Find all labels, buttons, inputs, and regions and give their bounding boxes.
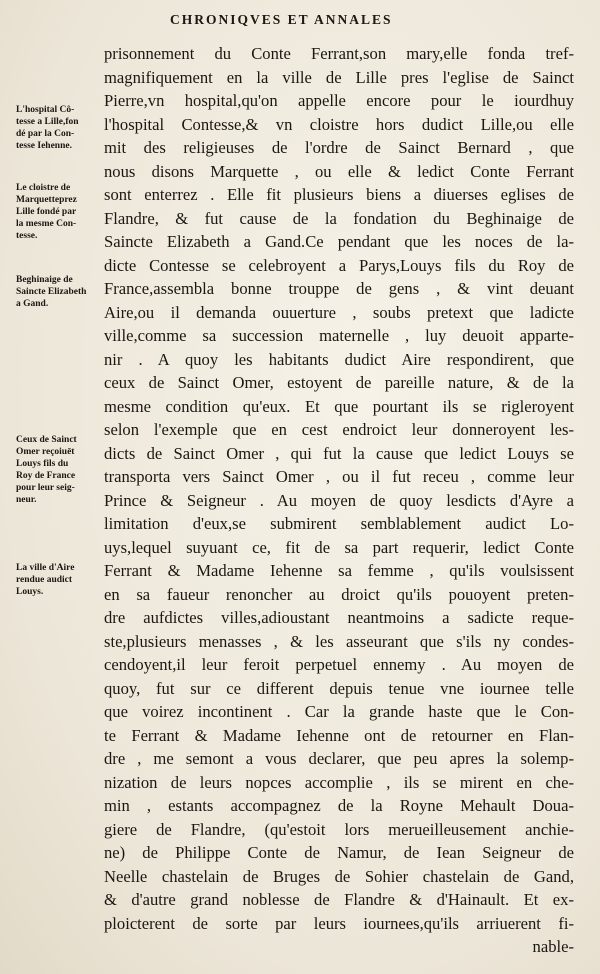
body-line: Prince & Seigneur . Au moyen de quoy lesdicts d'Ayre a bbox=[104, 490, 574, 510]
margin-note bbox=[16, 274, 96, 310]
body-line: limitation d'eux,se submirent semblablement audict Lo- bbox=[104, 514, 574, 533]
body-line: que voirez incontinent . Car la grande haste que le Con- bbox=[104, 702, 574, 721]
body-line: dre aufdictes villes,adioustant neantmoins a sadicte reque- bbox=[104, 608, 574, 627]
margin-note-line: pour leur seig- bbox=[16, 483, 75, 493]
body-line: ville,comme sa succession maternelle , luy deuoit apparte- bbox=[104, 326, 574, 345]
margin-note-line: tesse. bbox=[16, 231, 38, 241]
margin-note-line: la mesme Con- bbox=[16, 219, 77, 229]
margin-note-line: Lille fondé par bbox=[16, 207, 77, 217]
margin-note-line: Ceux de Sainct bbox=[16, 435, 77, 445]
body-line: quoy, fut sur ce different depuis tenue vne iournee telle bbox=[104, 678, 574, 698]
margin-note bbox=[16, 562, 96, 598]
body-line: mesme condition qu'eux. Et que pourtant ils se rigleroyent bbox=[104, 396, 574, 416]
margin-note-line: Marquetteprez bbox=[16, 195, 77, 205]
body-line: Flandre, & fut cause de la fondation du Beghinaige de bbox=[104, 208, 574, 228]
margin-note-line: tesse Iehenne. bbox=[16, 141, 72, 151]
body-line: nir . A quoy les habitants dudict Aire respondirent, que bbox=[104, 349, 574, 369]
body-line: dicts de Sainct Omer , qui fut la cause que ledict Louys se bbox=[104, 443, 574, 463]
body-line: prisonnement du Conte Ferrant,son mary,elle fonda tref- bbox=[104, 44, 574, 63]
body-line: cendoyent,il leur feroit perpetuel ennemy . Au moyen de bbox=[104, 655, 574, 674]
body-line: dicte Contesse se celebroyent a Parys,Louys fils du Roy de bbox=[104, 255, 574, 275]
running-head: CHRONIQVES ET ANNALES bbox=[170, 12, 393, 27]
body-line: magnifiquement en la ville de Lille pres l'eglise de Sainct bbox=[104, 67, 574, 87]
body-line: sont enterrez . Elle fit plusieurs biens a diuerses eglises de bbox=[104, 185, 574, 204]
body-line: l'hospital Contesse,& vn cloistre hors dudict Lille,ou elle bbox=[104, 114, 574, 134]
body-line: nous disons Marquette , ou elle & ledict Conte Ferrant bbox=[104, 161, 574, 181]
body-line: Pierre,vn hospital,qu'on appelle encore pour le iourdhuy bbox=[104, 91, 574, 110]
body-line: selon l'exemple que en cest endroict leur donneroyent les- bbox=[104, 420, 574, 439]
body-line: dre , me semont a vous declarer, que peu apres la solemp- bbox=[104, 749, 574, 768]
body-line: uys,lequel suyuant ce, fit de sa part requerir, ledict Conte bbox=[104, 537, 574, 557]
body-line: nization de leurs nopces accomplie , ils se mirent en che- bbox=[104, 772, 574, 792]
body-line: Neelle chastelain de Bruges de Sohier chastelain de Gand, bbox=[104, 866, 574, 886]
body-line: ne) de Philippe Conte de Namur, de Iean Seigneur de bbox=[104, 843, 574, 862]
margin-note-line: dé par la Con- bbox=[16, 129, 75, 139]
body-text bbox=[104, 42, 574, 959]
body-line: nable- bbox=[532, 937, 574, 956]
margin-note-line: Le cloistre de bbox=[16, 183, 71, 193]
margin-note-line: La ville d'Aire bbox=[16, 563, 75, 573]
margin-note-line: L'hospital Cô- bbox=[16, 105, 75, 115]
body-line: min , estants accompagnez de la Royne Mehault Doua- bbox=[104, 796, 574, 815]
margin-note-line: Saincte Elizabeth bbox=[16, 287, 87, 297]
margin-note bbox=[16, 182, 96, 242]
margin-note-line: Roy de France bbox=[16, 471, 76, 481]
margin-note-line: tesse a Lille,fon bbox=[16, 117, 79, 127]
body-line: Saincte Elizabeth a Gand.Ce pendant que les noces de la- bbox=[104, 232, 574, 251]
body-line: giere de Flandre, (qu'estoit lors merueilleusement anchie- bbox=[104, 819, 574, 839]
margin-note-line: Louys fils du bbox=[16, 459, 69, 469]
body-line: Ferrant & Madame Iehenne sa femme , qu'ils voulsissent bbox=[104, 561, 574, 580]
body-line: ploicterent de sorte par leurs iournees,qu'ils arriuerent fi- bbox=[104, 913, 574, 933]
body-line: France,assembla bonne trouppe de gens , & vint deuant bbox=[104, 279, 574, 298]
body-line: ceux de Sainct Omer, estoyent de pareille nature, & de la bbox=[104, 373, 574, 392]
margin-note bbox=[16, 434, 96, 506]
margin-note-line: a Gand. bbox=[16, 299, 49, 309]
margin-note bbox=[16, 104, 96, 152]
body-line: transporta vers Sainct Omer , ou il fut receu , comme leur bbox=[104, 467, 574, 486]
body-line: ste,plusieurs menasses , & les asseurant que s'ils ny condes- bbox=[104, 631, 574, 651]
margin-note-line: Beghinaige de bbox=[16, 275, 73, 285]
body-line: en sa faueur renoncher au droict qu'ils pouoyent preten- bbox=[104, 584, 574, 604]
margin-note-line: Omer reçoiuēt bbox=[16, 447, 75, 457]
margin-note-line: rendue audict bbox=[16, 575, 73, 585]
margin-note-line: neur. bbox=[16, 495, 37, 505]
body-line: te Ferrant & Madame Iehenne ont de retourner en Flan- bbox=[104, 725, 574, 745]
body-line: Aire,ou il demanda ouuerture , soubs pretext que ladicte bbox=[104, 302, 574, 322]
margin-note-line: Louys. bbox=[16, 587, 44, 597]
body-line: & d'autre grand noblesse de Flandre & d'Hainault. Et ex- bbox=[104, 890, 574, 909]
body-line: mit des religieuses de l'ordre de Sainct Bernard , que bbox=[104, 138, 574, 157]
